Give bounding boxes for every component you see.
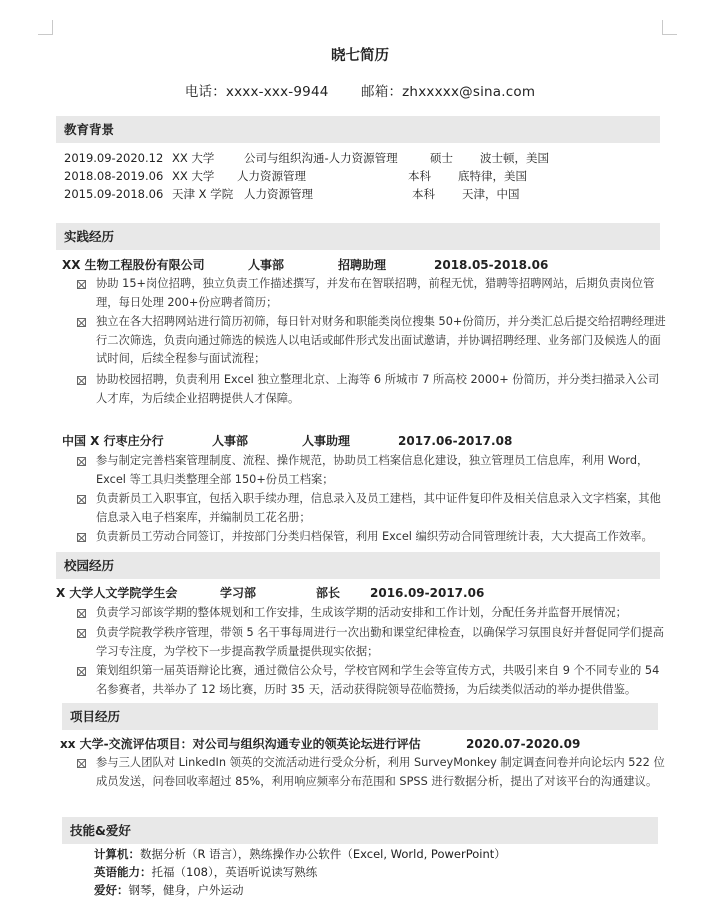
edu-school: XX 大学 — [172, 151, 215, 165]
edu-degree: 硕士 — [430, 151, 453, 165]
edu-location: 底特律，美国 — [458, 169, 527, 183]
phone-text: 电话：xxxx-xxx-9944 — [184, 84, 329, 100]
campus-bullet: 负责学习部该学期的整体规划和工作安排，生成该学期的活动安排和工作计划，分配任务并监督开展情况； — [96, 606, 627, 619]
skill-value: 数据分析（R 语言），熟练操作办公软件（Excel, World, PowerPoint） — [140, 847, 506, 861]
checkbox-bullet-icon — [77, 495, 86, 504]
section-header-campus: 校园经历 — [56, 552, 660, 579]
job-bullet: 负责新员工入职事宜，包括入职手续办理，信息录入及员工建档，其中证件复印件及相关信息录入文字档案，其他信息录入电子档案库，并编制员工花名册； — [96, 492, 661, 524]
checkbox-bullet-icon — [77, 609, 86, 618]
skill-line — [94, 845, 506, 863]
job-bullet: 协助校园招聘，负责利用 Excel 独立整理北京、上海等 6 所城市 7 所高校 2000+ 份简历，并分类扫描录入公司人才库，为后续企业招聘提供人才保障。 — [96, 373, 660, 405]
edu-major: 人力资源管理 — [237, 169, 306, 183]
edu-location: 天津，中国 — [462, 187, 520, 201]
job-role: 人事助理 — [302, 434, 351, 448]
edu-major: 公司与组织沟通-人力资源管理 — [244, 151, 398, 165]
checkbox-bullet-icon — [77, 629, 86, 638]
education-row — [64, 186, 624, 202]
skill-value: 托福（108），英语听说读写熟练 — [151, 865, 318, 879]
campus-bullet: 策划组织第一届英语辩论比赛，通过微信公众号，学校官网和学生会等宣传方式，共吸引来自 9 个不同专业的 54 名参赛者，共举办了 12 场比赛，历时 35 天，活动获得院领导莅临赞扬，为后续类似活动的举办提供借鉴。 — [96, 664, 660, 696]
edu-degree: 本科 — [408, 169, 431, 183]
edu-major: 人力资源管理 — [244, 187, 313, 201]
campus-header — [56, 584, 616, 602]
resume-title: 晓七简历 — [331, 48, 389, 64]
checkbox-bullet-icon — [77, 457, 86, 466]
section-header-skills: 技能&爱好 — [62, 817, 658, 844]
education-row — [64, 150, 624, 166]
skill-label: 爱好： — [94, 883, 129, 897]
skill-label: 计算机： — [94, 847, 140, 861]
checkbox-bullet-icon — [77, 759, 86, 768]
job-dept: 人事部 — [212, 434, 249, 448]
education-row — [64, 168, 624, 184]
campus-org: X 大学人文学院学生会 — [56, 586, 178, 600]
campus-bullet: 负责学院教学秩序管理，带领 5 名干事每周进行一次出勤和课堂纪律检查，以确保学习氛围良好并督促同学们提高学习专注度，为学校下一步提高教学质量提供现实依据； — [96, 626, 664, 658]
email-text: 邮箱：zhxxxxx@sina.com — [361, 84, 536, 100]
page-corner-mark — [38, 20, 53, 35]
edu-period: 2019.09-2020.12 — [64, 151, 164, 165]
section-header-project: 项目经历 — [62, 703, 658, 730]
job-company: 中国 X 行枣庄分行 — [62, 434, 164, 448]
job-company: XX 生物工程股份有限公司 — [62, 258, 205, 272]
job-dept: 人事部 — [248, 258, 285, 272]
checkbox-bullet-icon — [77, 318, 86, 327]
project-header — [60, 735, 640, 753]
checkbox-bullet-icon — [77, 667, 86, 676]
skill-line — [94, 863, 317, 881]
skill-value: 钢琴，健身，户外运动 — [128, 883, 244, 897]
job-bullet: 负责新员工劳动合同签订，并按部门分类归档保管，利用 Excel 编织劳动合同管理统计表，大大提高工作效率。 — [96, 530, 653, 543]
checkbox-bullet-icon — [77, 280, 86, 289]
edu-period: 2018.08-2019.06 — [64, 169, 164, 183]
job-bullet: 协助 15+岗位招聘，独立负责工作描述撰写，并发布在智联招聘，前程无忧，猎聘等招聘网站，后期负责岗位管理，每日处理 200+份应聘者简历； — [96, 277, 655, 309]
project-bullet: 参与三人团队对 LinkedIn 领英的交流活动进行受众分析，利用 SurveyMonkey 制定调查问卷并向论坛内 522 位成员发送，问卷回收率超过 85%，利用响应频率分布范围和 SPSS 进行数据分析，提出了对该平台的沟通建议。 — [96, 756, 665, 788]
edu-school: 天津 X 学院 — [172, 187, 234, 201]
edu-location: 波士顿，美国 — [480, 151, 549, 165]
job-header — [62, 432, 622, 450]
project-period: 2020.07-2020.09 — [466, 737, 581, 751]
job-period: 2017.06-2017.08 — [398, 434, 513, 448]
skill-label: 英语能力： — [94, 865, 152, 879]
section-header-practice: 实践经历 — [56, 223, 660, 250]
contact-line — [0, 80, 720, 100]
section-header-education: 教育背景 — [56, 116, 660, 143]
checkbox-bullet-icon — [77, 376, 86, 385]
project-name: xx 大学-交流评估项目：对公司与组织沟通专业的领英论坛进行评估 — [60, 737, 421, 751]
job-period: 2018.05-2018.06 — [434, 258, 549, 272]
edu-degree: 本科 — [412, 187, 435, 201]
campus-dept: 学习部 — [220, 586, 257, 600]
job-role: 招聘助理 — [338, 258, 387, 272]
job-header — [62, 256, 622, 274]
page-corner-mark — [662, 20, 677, 35]
checkbox-bullet-icon — [77, 533, 86, 542]
skill-line — [94, 881, 244, 899]
edu-school: XX 大学 — [172, 169, 215, 183]
edu-period: 2015.09-2018.06 — [64, 187, 164, 201]
campus-role: 部长 — [316, 586, 341, 600]
job-bullet: 独立在各大招聘网站进行简历初筛，每日针对财务和职能类岗位搜集 50+份简历，并分类汇总后提交给招聘经理进行二次筛选，负责向通过筛选的候选人以电话或邮件形式发出面试邀请，并协调招聘经理、业务部门及候选人的面试时间，后续全程参与面试流程； — [96, 315, 666, 366]
campus-period: 2016.09-2017.06 — [370, 586, 485, 600]
job-bullet: 参与制定完善档案管理制度、流程、操作规范，协助员工档案信息化建设，独立管理员工信息库，利用 Word，Excel 等工具归类整理全部 150+份员工档案； — [96, 454, 649, 486]
